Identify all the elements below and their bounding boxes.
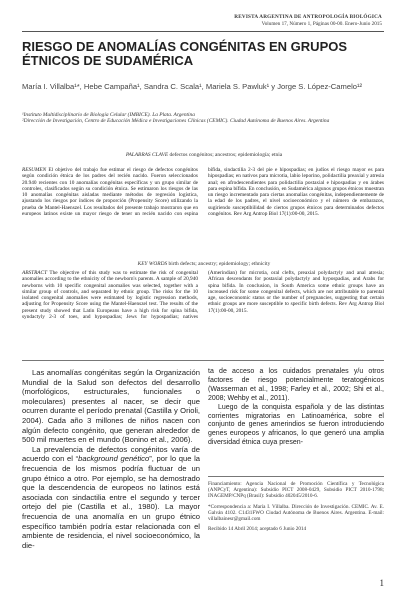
body-paragraph-2-start: La prevalencia de defectos congénitos varía de acuerdo con el “	[22, 444, 200, 464]
keywords-spanish-label: PALABRAS CLAVE	[125, 152, 169, 158]
body-paragraph-3: ta de acceso a los cuidados prenatales y/u otros factores de riesgo potencialmente teratogénicos (Wasserman et al., 1998; Farley et al., 2002; Shi et al., 2008; Wehby et al., 2011).	[208, 368, 384, 402]
keywords-spanish	[0, 152, 408, 158]
author-list: María I. Villalba¹*, Hebe Campaña¹, Sandra C. Scala¹, Mariela S. Pawluk¹ y Jorge S. López-Camelo¹²	[22, 82, 363, 91]
section-rule	[22, 360, 384, 361]
journal-header	[232, 14, 382, 27]
keywords-spanish-text: defectos congénitos; ancestros; epidemiología; etnia	[168, 152, 283, 158]
footnote-rule	[208, 476, 384, 477]
body-column-right	[208, 368, 384, 448]
body-paragraph-2-end: ”, por lo que la frecuencia de los mismos podría fluctuar de un grupo étnico a otro. Por ejemplo, se ha demostrado que la descendencia de europeos no latinos está asociada con sindactilia entre el segundo y tercer ortejo del pie (Castilla et al., 1980). La mayor frecuencia de una anomalía en un grupo étnico específico también podría estar relacionada con el ambiente de residencia, el nivel socioeconómico, la die-	[22, 454, 200, 550]
keywords-english-label: KEY WORDS	[137, 261, 168, 267]
abstract-label: ABSTRACT	[22, 270, 48, 276]
correspondence-note: *Correspondencia a: María I. Villalba. Dirección de Investigación. CEMIC. Av. E. Galván 4102. C1431FWO Ciudad Autónoma de Buenos Aires. Argentina. E-mail: villalbainesr@gmail.com	[208, 503, 384, 523]
received-dates: Recibido 14 Abril 2014; aceptado 6 Junio 2014	[208, 526, 307, 533]
body-column-left	[22, 368, 200, 550]
keywords-english	[0, 261, 408, 267]
journal-issue: Volumen 17, Número 1, Páginas 00-00. Enero-Junio 2015	[261, 20, 382, 27]
body-paragraph-4: Luego de la conquista española y de las distintas corrientes migratorias en Latinoamérica, sobre el conjunto de genes amerindios se fueron introduciendo genes europeos y africanos, lo que generó una amplia diversidad étnica cuya presen-	[208, 403, 384, 447]
body-paragraph-1: Las anomalías congénitas según la Organización Mundial de la Salud son defectos del desarrollo (morfológicos, estructurales, funcionales o moleculares) presentes al nacer, se decir que ocurren durante el período prenatal (Castilla y Orioli, 2004). Cada año 3 millones de niños nacen con algún defecto congénito, que generan alrededor de 500 mil muertes en el mundo (Bonino et al., 2006).	[22, 368, 200, 445]
affiliations	[22, 112, 384, 125]
resumen-text: El objetivo del trabajo fue estimar el riesgo de defectos congénitos según condición étnica de los padres del recién nacido. Fueron seleccionados 20.940 recientes con 10 anomalías congénitas específicas y un grupo similar de controles, clasificados según su condición étnica. Se estimaron los riesgos de las 10 anomalías congénitas aisladas mediante métodos de regresión logística, ajustando los riesgos por índices de proporción (Propensity Score) utilizando la prueba de Mantel-Haenszel. Los resultados del presente trabajo mostraron que en europeos latinos existe un mayor riesgo de tener un recién nacido con espina bífida, sindactilia 2-3 del pie e hipospadias; en judíos el riesgo mayor es para hipospadias; en nativos para microtia, labio leporino, polidactilia preaxial y atresia anal; en afrodescendientes para polidactilia postaxial e hipospadias y en árabes para espina bífida. En conclusión, en Sudamérica algunos grupos étnicos muestran un riesgo incrementado para ciertas anomalías congénitas, independientemente de la edad de los padres, el nivel socioeconómico y el número de embarazos, sugiriendo susceptibilidad de ciertos grupos étnicos para determinados defectos congénitos. Rev Arg Antrop Biol 17(1):00-00, 2015.	[22, 167, 384, 218]
affiliation-2: ²Dirección de Investigación, Centro de Educación Médica e Investigaciones Clínicas (CEMIC). Ciudad Autónoma de Buenos Aires. Argentina	[22, 118, 330, 125]
affiliation-1: ¹Instituto Multidisciplinario de Biología Celular (IMBICE). La Plata. Argentina	[22, 112, 195, 118]
page-number: 1	[379, 578, 384, 588]
background-genetico-emphasis: background genético	[78, 454, 150, 464]
header-rule	[22, 31, 384, 32]
abstract-block	[22, 270, 384, 357]
keywords-english-text: birth defects; ancestry; epidemiology; ethnicity	[167, 261, 271, 267]
resumen-block	[22, 167, 384, 257]
journal-name: REVISTA ARGENTINA DE ANTROPOLOGÍA BIOLÓGICA	[234, 14, 382, 20]
footnotes	[208, 481, 384, 536]
abstract-text: The objective of this study was to estimate the risk of congenital anomalies according to the ethnicity of the newborn's parents. A sample of 20,940 newborns with 10 specific congenital anomalies was selected, together with a similar group of controls, and separated by ethnic group. The risks for the 10 isolated congenital anomalies were estimated by logistic regression methods, adjusting for Propensity Score using the Mantel-Haenszel test. The results of the present study showed that Latin Europeans have a high risk for spina bifida, syndactyly 2-3 of toes, and hypospadias; Jews for hypospadias; natives (Amerindian) for microtia, oral clefts, preaxial polydactyly and anal atresia; African descendants for postaxial polydactyly and hypospadias, and Arabs for spina bifida. In conclusion, in South America some ethnic groups have an increased risk for some congenital defects, which are not attributable to parental age, socioeconomic status or the number of pregnancies, suggesting that certain ethnic groups are more susceptible to specific birth defects. Rev Arg Antrop Biol 17(1):00-00, 2015.	[22, 270, 384, 321]
funding-note: Financiamiento: Agencia Nacional de Promoción Científica y Tecnológica (ANPCyT, Argentina): Subsidio PICT 2008-0429, Subsidio PICT 2010-1798; INAGEMP/CNPq (Brasil): Subsidio 402045/2010-6.	[208, 481, 384, 500]
resumen-label: RESUMEN	[22, 167, 47, 173]
article-title: RIESGO DE ANOMALÍAS CONGÉNITAS EN GRUPOS ÉTNICOS DE SUDAMÉRICA	[22, 39, 348, 68]
body-paragraph-2	[22, 445, 200, 551]
